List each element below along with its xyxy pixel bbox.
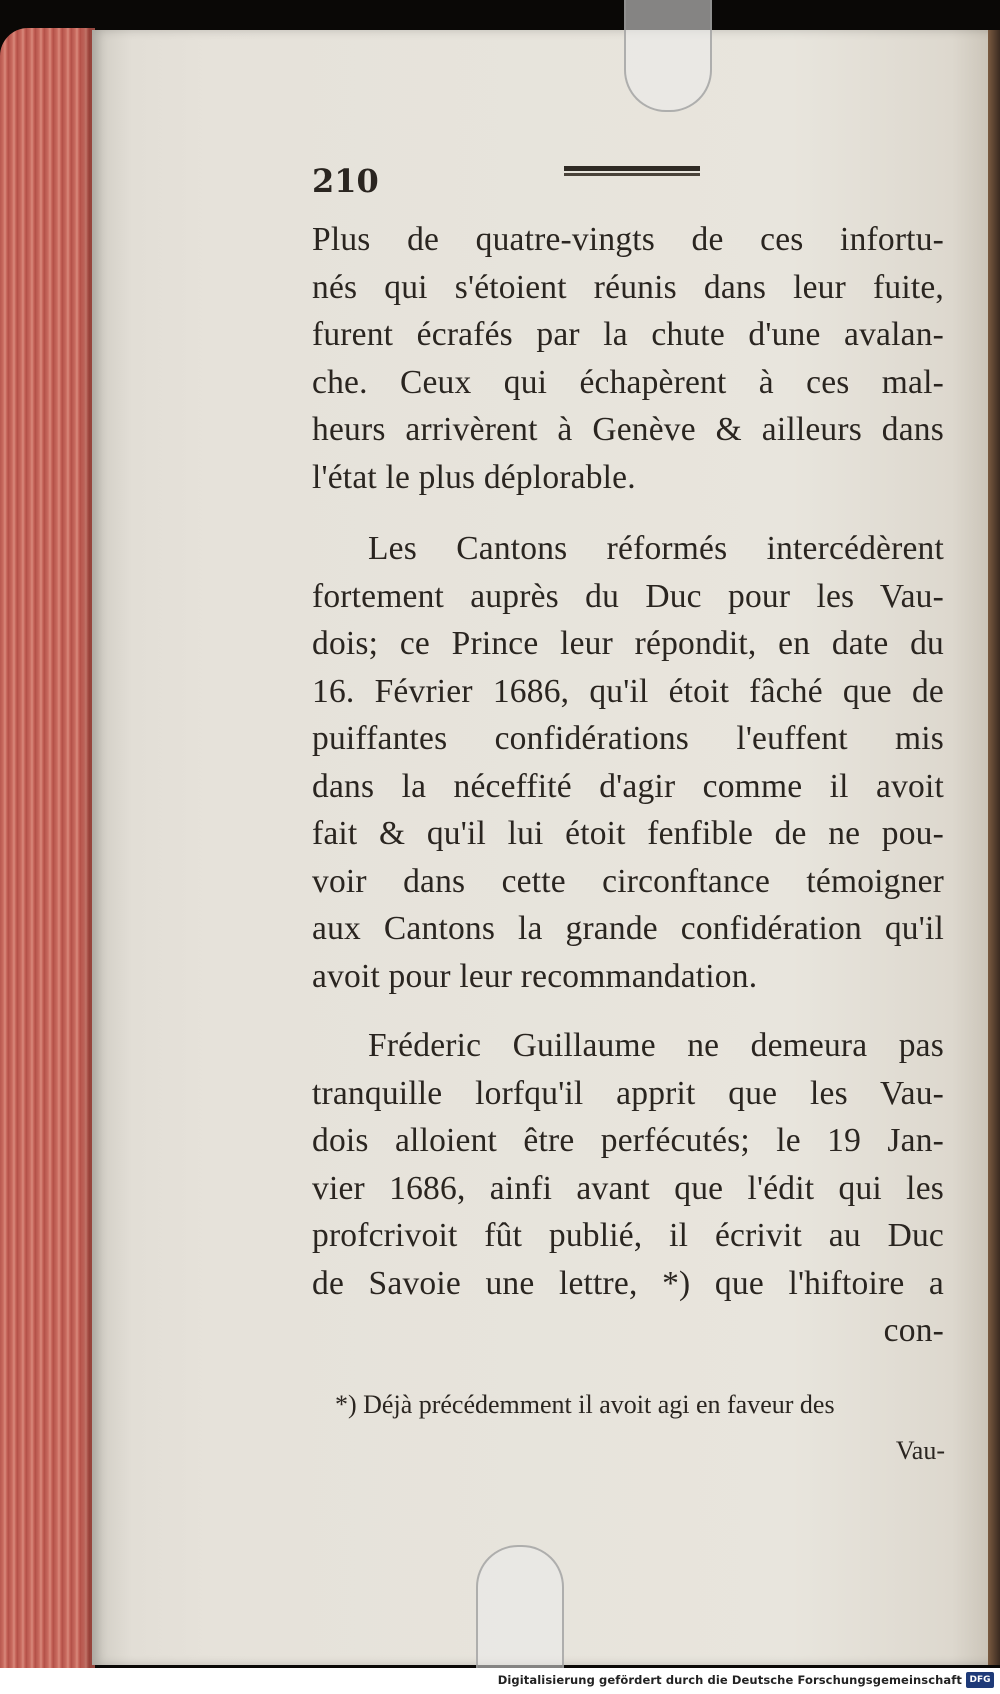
text-line: 16. Février 1686, qu'il étoit fâché que de: [312, 672, 944, 710]
text-line: avoit pour leur recommandation.: [312, 957, 758, 995]
text-line: nés qui s'étoient réunis dans leur fuite,: [312, 268, 944, 306]
footnote-line: *) Déjà précédemment il avoit agi en faveur des: [335, 1390, 835, 1419]
body-text: [312, 216, 944, 1355]
text-line: dois alloient être perfécutés; le 19 Jan-: [312, 1122, 944, 1159]
page-clip-bottom: [476, 1545, 564, 1687]
text-line: dois; ce Prince leur répondit, en date du: [312, 625, 944, 662]
text-line: tranquille lorfqu'il apprit que les Vau-: [312, 1074, 944, 1112]
text-line: aux Cantons la grande confidération qu'il: [312, 910, 944, 947]
book-binding-edge: [988, 30, 1000, 1665]
digitization-footer: [0, 1668, 1000, 1694]
text-line: fait & qu'il lui étoit fenfible de ne pou-: [312, 815, 944, 852]
footnote-catchword: Vau-: [895, 1436, 945, 1465]
text-line: heurs arrivèrent à Genève & ailleurs dans: [312, 411, 944, 448]
header-ornament: [564, 162, 700, 180]
text-line: Fréderic Guillaume ne demeura pas: [368, 1027, 944, 1064]
text-line: de Savoie une lettre, *) que l'hiftoire a: [312, 1264, 944, 1302]
text-line: fortement auprès du Duc pour les Vau-: [312, 577, 944, 615]
text-line: che. Ceux qui échapèrent à ces mal-: [312, 363, 944, 401]
text-line: profcrivoit fût publié, il écrivit au Duc: [312, 1217, 944, 1254]
text-line: Les Cantons réformés intercédèrent: [368, 530, 944, 567]
text-line: vier 1686, ainfi avant que l'édit qui les: [312, 1169, 944, 1207]
text-line: dans la néceffité d'agir comme il avoit: [312, 767, 944, 805]
text-line: furent écrafés par la chute d'une avalan-: [312, 316, 944, 353]
page-header: [312, 162, 952, 202]
dfg-logo: DFG: [966, 1672, 994, 1688]
text-line: Plus de quatre-vingts de ces infortu-: [312, 221, 944, 258]
funding-credit: Digitalisierung gefördert durch die Deutsche Forschungsgemeinschaft: [497, 1673, 962, 1687]
page-clip-top: [624, 0, 712, 112]
text-line: voir dans cette circonftance témoigner: [312, 862, 944, 900]
book-page-edges: [0, 28, 95, 1668]
text-line: puiffantes confidérations l'euffent mis: [312, 720, 944, 757]
page-number: 210: [312, 162, 379, 200]
footnote: [335, 1382, 945, 1474]
text-line: l'état le plus déplorable.: [312, 458, 636, 496]
catchword: con-: [883, 1312, 944, 1349]
